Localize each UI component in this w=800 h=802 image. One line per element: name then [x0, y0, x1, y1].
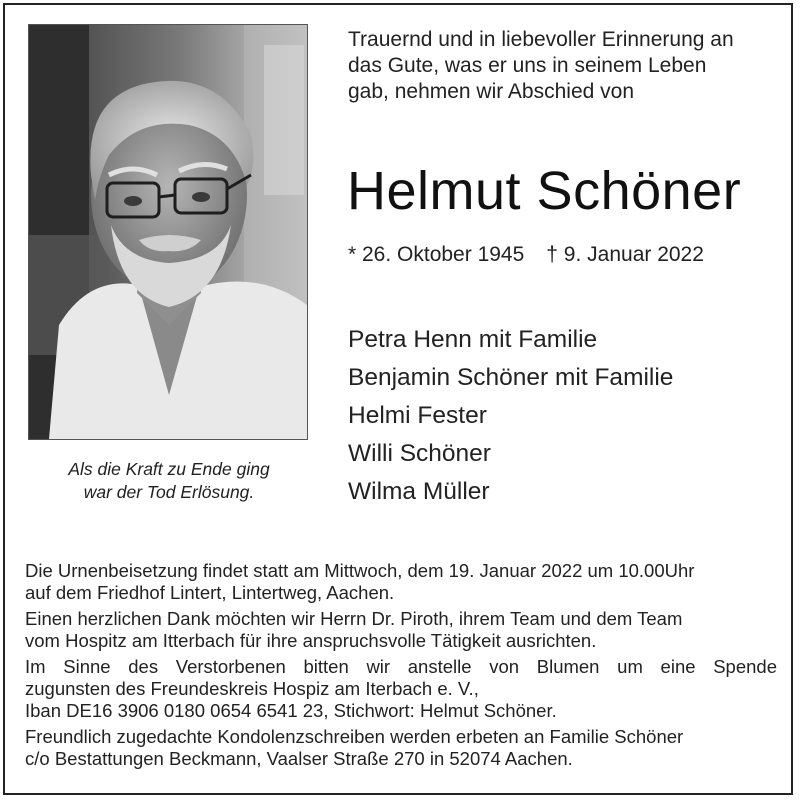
- portrait-photo: [28, 24, 308, 440]
- info-section: [25, 560, 785, 774]
- donation-paragraph: [25, 656, 785, 722]
- condolences-line: Freundlich zugedachte Kondolenzschreiben werden erbeten an Familie Schöner: [25, 726, 684, 747]
- birth-date: * 26. Oktober 1945: [348, 243, 525, 266]
- intro-line: das Gute, was er uns in seinem Leben: [348, 54, 707, 77]
- motto-line: war der Tod Erlösung.: [83, 482, 255, 502]
- intro-text: [348, 27, 788, 105]
- donation-line: zugunsten des Freundeskreis Hospiz am Iterbach e. V.,: [25, 678, 479, 699]
- donation-line: Im Sinne des Verstorbenen bitten wir anstelle von Blumen um eine Spende: [25, 656, 777, 677]
- funeral-paragraph: [25, 560, 785, 604]
- condolences-line: c/o Bestattungen Beckmann, Vaalser Straße 270 in 52074 Aachen.: [25, 748, 573, 769]
- family-list: [348, 321, 673, 511]
- family-member: Helmi Fester: [348, 402, 487, 429]
- obituary-card: [3, 3, 793, 795]
- funeral-line: Die Urnenbeisetzung findet statt am Mittwoch, dem 19. Januar 2022 um 10.00Uhr: [25, 560, 695, 581]
- motto-line: Als die Kraft zu Ende ging: [68, 459, 270, 479]
- family-member: Petra Henn mit Familie: [348, 326, 598, 353]
- motto: [25, 458, 313, 504]
- portrait-photo-icon: [29, 25, 307, 439]
- thanks-line: vom Hospitz am Itterbach für ihre anspruchsvolle Tätigkeit ausrichten.: [25, 630, 597, 651]
- condolences-paragraph: [25, 726, 785, 770]
- family-member: Benjamin Schöner mit Familie: [348, 364, 674, 391]
- death-date: † 9. Januar 2022: [546, 243, 704, 266]
- thanks-paragraph: [25, 608, 785, 652]
- intro-line: Trauernd und in liebevoller Erinnerung an: [348, 28, 734, 51]
- life-dates: [348, 241, 788, 269]
- family-member: Wilma Müller: [348, 478, 490, 505]
- intro-line: gab, nehmen wir Abschied von: [348, 80, 635, 103]
- family-member: Willi Schöner: [348, 440, 491, 467]
- donation-line: Iban DE16 3906 0180 0654 6541 23, Stichwort: Helmut Schöner.: [25, 700, 557, 721]
- deceased-name: Helmut Schöner: [347, 161, 742, 221]
- funeral-line: auf dem Friedhof Lintert, Lintertweg, Aachen.: [25, 582, 395, 603]
- thanks-line: Einen herzlichen Dank möchten wir Herrn Dr. Piroth, ihrem Team und dem Team: [25, 608, 683, 629]
